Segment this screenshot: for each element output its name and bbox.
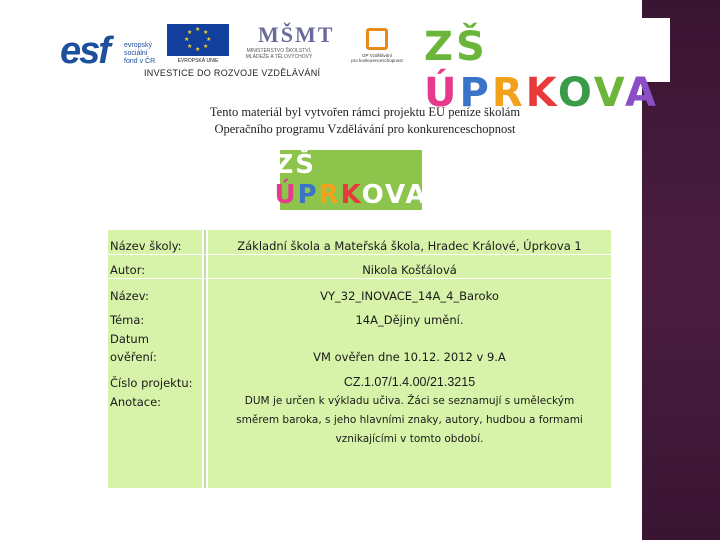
row-divider	[108, 254, 611, 255]
info-table	[108, 230, 611, 488]
value-verification-date: VM ověřen dne 10.12. 2012 v 9.A	[313, 350, 506, 364]
msmt-logo	[234, 22, 335, 72]
eu-label: EVROPSKÁ UNIE	[177, 58, 219, 64]
value-topic: 14A_Dějiny umění.	[355, 313, 464, 327]
intro-text	[150, 104, 580, 138]
value-annotation: DUM je určen k výkladu učiva. Žáci se seznamují s uměleckým směrem baroka, s jeho hlavními znaky, autory, hudbou a formami vznikajícími v tomto období.	[236, 395, 583, 445]
esf-text: evropský sociální fond v ČR	[124, 42, 156, 65]
label-project-number: Číslo projektu:	[110, 376, 193, 390]
label-author: Autor:	[110, 263, 146, 277]
op-logo	[342, 28, 412, 76]
school-logo-badge-text: ZŠ ÚPRKOVA	[274, 150, 428, 210]
school-logo-large: ZŠ ÚPRKOVA	[424, 24, 659, 116]
label-annotation: Anotace:	[110, 395, 162, 409]
intro-line-2: Operačního programu Vzdělávání pro konkurenceschopnost	[214, 122, 516, 136]
label-verification-date-2: ověření:	[110, 350, 157, 364]
value-author: Nikola Košťálová	[362, 263, 457, 277]
school-logo-badge	[274, 150, 428, 210]
value-school-name: Základní škola a Mateřská škola, Hradec Králové, Úprkova 1	[237, 239, 582, 253]
esf-mark: esf	[60, 30, 109, 72]
invest-text: INVESTICE DO ROZVOJE VZDĚLÁVÁNÍ	[144, 68, 321, 78]
row-divider	[108, 278, 611, 279]
value-project-number: CZ.1.07/1.4.00/21.3215	[343, 375, 476, 389]
msmt-mark: MŠMT	[258, 22, 335, 47]
op-icon	[366, 28, 388, 50]
msmt-label: MINISTERSTVO ŠKOLSTVÍ, MLÁDEŽE A TĚLOVÝCHOVY	[245, 48, 313, 60]
eu-flag-icon: ★ ★ ★ ★ ★ ★ ★ ★	[167, 24, 229, 56]
value-title: VY_32_INOVACE_14A_4_Baroko	[320, 289, 499, 303]
label-verification-date: Datum	[110, 332, 149, 346]
intro-line-1: Tento materiál byl vytvořen rámci projektu EU peníze školám	[209, 105, 521, 119]
label-title: Název:	[110, 289, 149, 303]
eu-logo	[167, 24, 229, 66]
label-topic: Téma:	[110, 313, 145, 327]
op-label: OP Vzdělávání pro konkurenceschopnost	[351, 53, 403, 63]
label-school-name: Název školy:	[110, 239, 182, 253]
column-separator	[204, 230, 206, 488]
